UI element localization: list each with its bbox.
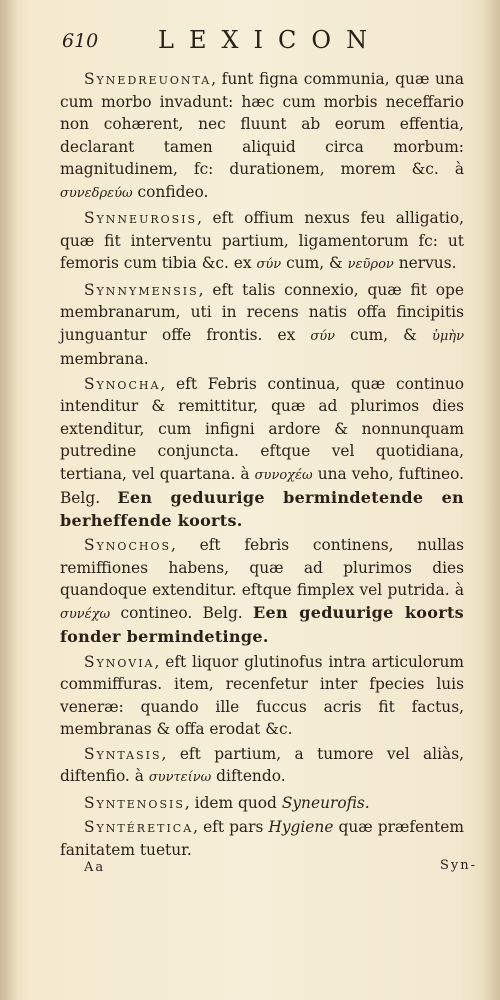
definition-text: cum, &: [350, 325, 417, 344]
definition-text: , eft pars: [193, 818, 264, 836]
definition-text: quæ præfentem fanitatem tuetur.: [60, 818, 464, 859]
running-title: LEXICON: [158, 26, 383, 54]
catchword: Syn-: [440, 858, 478, 873]
definition-text: membrana.: [60, 350, 149, 368]
definition-text: , eft Febris continua, quæ continuo intenditur & remittitur, quæ ad plurimos dies extenditur, cum infigni ardore & nonnunquam putredine conjuncta. eftque vel quotidiana, tertiana, vel quartana. à: [60, 374, 464, 483]
entry-synochos: [60, 534, 464, 649]
entry-synnymensis: [60, 279, 464, 371]
definition-text: , eft liquor glutinofus intra articulorum commiffuras. item, recenfetur inter fpecies luis veneræ: quando ille fuccus acris fit factus, membranas & offa erodat &c.: [60, 652, 464, 738]
page-number: 610: [62, 30, 99, 52]
page-header: [62, 26, 442, 60]
entry-synocha: [60, 373, 464, 533]
headword: Syntenosis: [84, 793, 185, 812]
headword: Synocha: [84, 374, 161, 393]
headword: Synnymensis: [84, 280, 199, 299]
definition-text: , eft talis connexio, quæ fit ope membranarum, uti in recens natis offa fincipitis junguantur offe frontis. ex: [60, 280, 464, 344]
greek-etymon: συνέχω: [60, 606, 111, 622]
greek-etymon: ὑμὴν: [431, 328, 464, 344]
greek-etymon: συνεδρεύω: [60, 185, 133, 201]
page-edge-shadow: [482, 0, 500, 1000]
greek-etymon: συνοχέω: [254, 467, 313, 483]
definition-text: cum, &: [286, 254, 343, 272]
entry-synteretica: [60, 816, 464, 861]
italic-term: Hygiene: [268, 818, 334, 836]
signature-mark: Aa: [84, 860, 106, 875]
definition-text: , idem quod: [184, 793, 277, 812]
gutter-shadow: [0, 0, 18, 1000]
definition-text: , eft partium, a tumore vel aliàs, diftenfio. à: [60, 744, 464, 785]
entry-syntasis: [60, 743, 464, 790]
definition-text: confideo.: [137, 182, 209, 201]
definition-text: una veho, fuftineo. Belg.: [60, 464, 464, 507]
definition-text: , eft febris continens, nullas remiffiones habens, quæ ad plurimos dies quandoque extenditur. eftque fimplex vel putrida. à: [60, 536, 464, 599]
dutch-gloss: Een geduurige koorts fonder bermindetinge.: [60, 602, 464, 646]
headword: Synneurosis: [84, 209, 198, 227]
definition-text: , funt figna communia, quæ una cum morbo invadunt: hæc cum morbis neceffario non cohærent, nec fluunt ab eorum effentia, declarant tamen aliquid circa morbum: magnitudinem, fc: durationem, morem &c. à: [60, 70, 464, 178]
dutch-gloss: Een geduurige bermindetende en berheffende koorts.: [60, 488, 464, 530]
greek-etymon: σύν: [256, 257, 282, 272]
headword: Synochos: [84, 536, 172, 554]
definition-text: contineo. Belg.: [120, 603, 243, 622]
headword: Synovia: [84, 652, 155, 671]
entry-syntenosis: [60, 792, 464, 815]
greek-etymon: νεῦρον: [347, 257, 394, 272]
entry-synovia: [60, 651, 464, 741]
entry-synneurosis: [60, 207, 464, 277]
greek-etymon: σύν: [310, 328, 336, 344]
definition-text: nervus.: [398, 254, 457, 272]
greek-etymon: συντείνω: [148, 770, 212, 785]
definition-text: diftendo.: [216, 767, 286, 785]
headword: Synedreuonta: [84, 70, 212, 88]
cross-reference: Syneurofis.: [281, 793, 370, 812]
headword: Syntasis: [84, 744, 162, 763]
lexicon-entries: [60, 68, 464, 863]
definition-text: , eft offium nexus feu alligatio, quæ fit interventu partium, ligamentorum fc: ut femoris cum tibia &c. ex: [60, 209, 464, 272]
entry-synedreuonta: [60, 68, 464, 205]
headword: Syntéretica: [84, 818, 194, 836]
